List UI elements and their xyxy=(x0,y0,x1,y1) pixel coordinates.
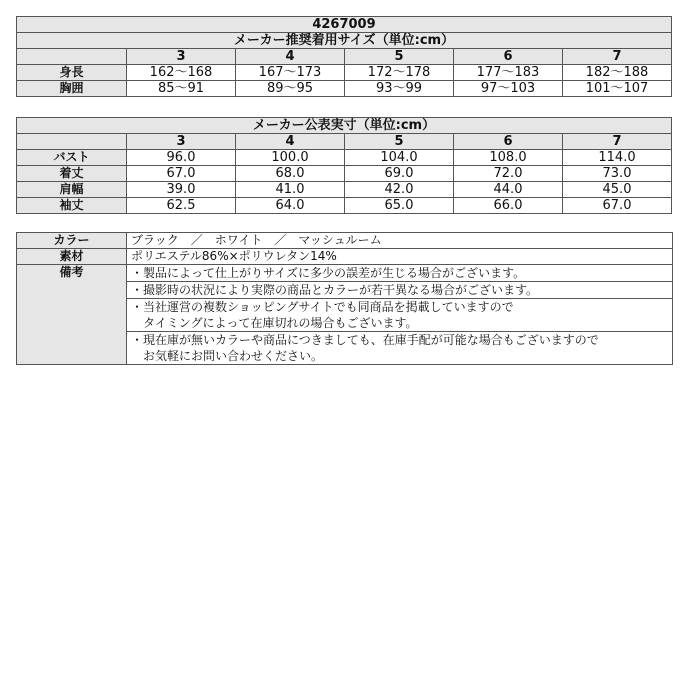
note-line: ・製品によって仕上がりサイズに多少の誤差が生じる場合がございます。 xyxy=(131,266,526,280)
table-row xyxy=(17,265,673,282)
material-value: ポリエステル86%×ポリウレタン14% xyxy=(127,249,673,265)
table-cell: 39.0 xyxy=(127,182,236,198)
size-header: 4 xyxy=(236,49,345,65)
corner-cell xyxy=(17,49,127,65)
table-cell: 68.0 xyxy=(236,166,345,182)
color-value: ブラック ／ ホワイト ／ マッシュルーム xyxy=(127,233,673,249)
product-info-table xyxy=(16,232,673,365)
table-cell: 114.0 xyxy=(563,150,672,166)
table-cell: 44.0 xyxy=(454,182,563,198)
actual-size-title: メーカー公表実寸（単位:cm） xyxy=(17,118,672,134)
actual-size-table xyxy=(16,117,672,214)
size-header: 3 xyxy=(127,134,236,150)
note-line: ・撮影時の状況により実際の商品とカラーが若干異なる場合がございます。 xyxy=(131,283,539,297)
table-cell: 67.0 xyxy=(127,166,236,182)
table-cell: 69.0 xyxy=(345,166,454,182)
product-code: 4267009 xyxy=(17,17,672,33)
table-row xyxy=(17,198,672,214)
table-cell: 97〜103 xyxy=(454,81,563,97)
row-label: 袖丈 xyxy=(17,198,127,214)
row-label: 胸囲 xyxy=(17,81,127,97)
row-label: 身長 xyxy=(17,65,127,81)
table-cell: 65.0 xyxy=(345,198,454,214)
table-cell: 73.0 xyxy=(563,166,672,182)
size-header: 7 xyxy=(563,49,672,65)
table-row xyxy=(17,249,673,265)
note-line: ・現在庫が無いカラーや商品につきましても、在庫手配が可能な場合もございますので xyxy=(131,333,599,347)
table-cell: 72.0 xyxy=(454,166,563,182)
table-cell: 66.0 xyxy=(454,198,563,214)
table-cell: 167〜173 xyxy=(236,65,345,81)
color-label: カラー xyxy=(17,233,127,249)
row-label: 肩幅 xyxy=(17,182,127,198)
note-line: タイミングによって在庫切れの場合もございます。 xyxy=(131,316,418,330)
note-item xyxy=(127,299,673,332)
table-row xyxy=(17,150,672,166)
note-line: ・当社運営の複数ショッピングサイトでも同商品を掲載していますので xyxy=(131,300,514,314)
table-cell: 41.0 xyxy=(236,182,345,198)
row-label: 着丈 xyxy=(17,166,127,182)
table-cell: 104.0 xyxy=(345,150,454,166)
table-cell: 85〜91 xyxy=(127,81,236,97)
table-cell: 89〜95 xyxy=(236,81,345,97)
table-row xyxy=(17,166,672,182)
note-item xyxy=(127,282,673,299)
table-cell: 64.0 xyxy=(236,198,345,214)
table-row xyxy=(17,182,672,198)
table-cell: 172〜178 xyxy=(345,65,454,81)
size-header: 7 xyxy=(563,134,672,150)
note-item xyxy=(127,265,673,282)
size-header: 6 xyxy=(454,134,563,150)
material-label: 素材 xyxy=(17,249,127,265)
note-item xyxy=(127,332,673,365)
note-line: お気軽にお問い合わせください。 xyxy=(131,349,324,363)
table-cell: 45.0 xyxy=(563,182,672,198)
size-header: 3 xyxy=(127,49,236,65)
table-cell: 100.0 xyxy=(236,150,345,166)
size-header: 6 xyxy=(454,49,563,65)
table-cell: 101〜107 xyxy=(563,81,672,97)
size-header: 4 xyxy=(236,134,345,150)
table-cell: 93〜99 xyxy=(345,81,454,97)
recommended-size-table xyxy=(16,16,672,97)
table-cell: 42.0 xyxy=(345,182,454,198)
table-cell: 182〜188 xyxy=(563,65,672,81)
size-header: 5 xyxy=(345,134,454,150)
table-cell: 177〜183 xyxy=(454,65,563,81)
table-row xyxy=(17,81,672,97)
table-cell: 67.0 xyxy=(563,198,672,214)
size-header: 5 xyxy=(345,49,454,65)
recommended-size-title: メーカー推奨着用サイズ（単位:cm） xyxy=(17,33,672,49)
table-cell: 108.0 xyxy=(454,150,563,166)
table-row xyxy=(17,233,673,249)
corner-cell xyxy=(17,134,127,150)
notes-label: 備考 xyxy=(17,265,127,365)
table-cell: 96.0 xyxy=(127,150,236,166)
table-row xyxy=(17,65,672,81)
table-cell: 162〜168 xyxy=(127,65,236,81)
row-label: バスト xyxy=(17,150,127,166)
table-cell: 62.5 xyxy=(127,198,236,214)
